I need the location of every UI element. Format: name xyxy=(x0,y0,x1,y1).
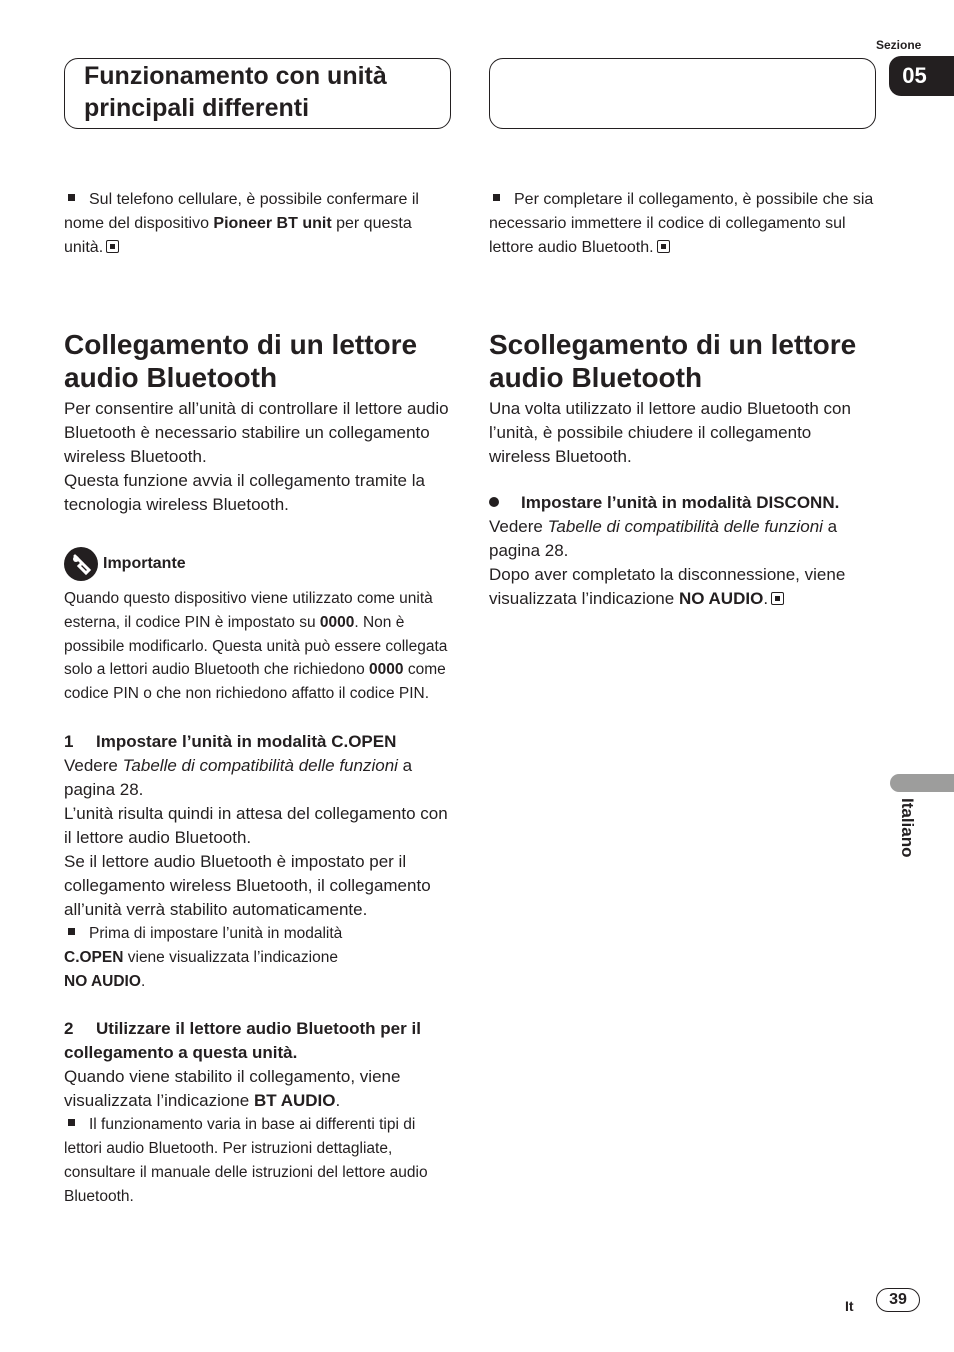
see-page: a pagina 28. xyxy=(64,755,413,799)
important-heading xyxy=(64,547,450,581)
note-text: Il funzionamento varia in base ai differenti tipi di lettori audio Bluetooth. Per istruzioni dettagliate, consultare il manuale delle istruzioni del lettore audio Bluetooth. xyxy=(64,1116,428,1205)
important-text-2: . Non è possibile modificarlo. Questa unità può essere collegata solo a lettori audio Bluetooth che richiedono xyxy=(64,613,448,679)
bullet-square-icon xyxy=(493,194,500,201)
important-text-3: come codice PIN o che non richiedono affatto il codice PIN. xyxy=(64,661,446,703)
bullet-dot-icon xyxy=(489,497,499,507)
see-reference: Tabelle di compatibilità delle funzioni xyxy=(547,517,823,536)
step-title-text: Utilizzare il lettore audio Bluetooth per il collegamento a questa unità. xyxy=(64,1019,421,1063)
note-text-1: Prima di impostare l’unità in modalità xyxy=(89,924,343,942)
pin-code: 0000 xyxy=(319,613,355,631)
see-page: a pagina 28. xyxy=(489,517,838,560)
section-heading: Collegamento di un lettore audio Bluetooth xyxy=(64,329,418,393)
step-number: 1 xyxy=(64,731,74,751)
left-section xyxy=(64,328,450,1209)
section-number: 05 xyxy=(902,63,927,88)
bullet-square-icon xyxy=(68,194,75,201)
note-text: Per completare il collegamento, è possibile che sia necessario immettere il codice di collegamento sul lettore audio Bluetooth. xyxy=(489,191,874,256)
step-2-title xyxy=(64,1017,450,1065)
language-label: Italiano xyxy=(898,798,917,858)
left-top-note xyxy=(64,188,450,259)
intro-paragraph: Una volta utilizzato il lettore audio Bluetooth con l’unità, è possibile chiudere il collegamento wireless Bluetooth. xyxy=(489,399,851,466)
language-code: It xyxy=(845,1298,854,1314)
end-mark-icon xyxy=(657,240,670,253)
warning-hand-icon xyxy=(64,547,98,581)
mode-name: C.OPEN xyxy=(64,948,124,966)
note-text-2: viene visualizzata l’indicazione xyxy=(123,948,338,966)
intro-paragraph: Per consentire all’unità di controllare il lettore audio Bluetooth è necessario stabilire un collegamento wireless Bluetooth. xyxy=(64,399,449,466)
step-title-text: Impostare l’unità in modalità DISCONN. xyxy=(521,493,840,512)
disconnect-paragraph-2 xyxy=(489,563,875,611)
bullet-square-icon xyxy=(68,928,75,935)
see-text: Vedere xyxy=(489,517,548,536)
section-label: Sezione xyxy=(876,38,922,52)
note-text-before: Sul telefono cellulare, è possibile confermare il nome del dispositivo xyxy=(64,191,419,232)
disconnect-step-title xyxy=(489,491,875,515)
pin-code: 0000 xyxy=(369,661,404,679)
right-top-note xyxy=(489,188,875,259)
step-1-paragraph-2: L’unità risulta quindi in attesa del collegamento con il lettore audio Bluetooth. xyxy=(64,803,448,847)
status-indication: NO AUDIO xyxy=(64,972,141,990)
section-heading: Scollegamento di un lettore audio Bluetooth xyxy=(489,329,857,393)
see-reference: Tabelle di compatibilità delle funzioni xyxy=(122,755,398,775)
device-name: Pioneer BT unit xyxy=(213,214,332,232)
note-text-after: per questa unità. xyxy=(64,214,412,256)
see-text: Vedere xyxy=(64,755,123,775)
page-number: 39 xyxy=(876,1288,920,1312)
end-mark-icon xyxy=(771,592,784,605)
step-2-text: Quando viene stabilito il collegamento, viene visualizzata l’indicazione xyxy=(64,1067,401,1111)
intro-paragraph-2: Questa funzione avvia il collegamento tramite la tecnologia wireless Bluetooth. xyxy=(64,471,425,514)
bullet-square-icon xyxy=(68,1119,75,1126)
empty-header-box xyxy=(489,58,876,129)
step-2-paragraph xyxy=(64,1065,450,1113)
chapter-title: Funzionamento con unità principali differenti xyxy=(84,62,387,122)
step-1-note xyxy=(64,922,450,993)
step-2-note xyxy=(64,1113,450,1208)
step-title-text: Impostare l’unità in modalità C.OPEN xyxy=(96,731,397,751)
step-1-title xyxy=(64,730,450,754)
language-tab xyxy=(890,774,954,792)
important-text-1: Quando questo dispositivo viene utilizzato come unità esterna, il codice PIN è impostato su xyxy=(64,590,433,631)
status-indication: BT AUDIO xyxy=(253,1091,336,1111)
step-1-paragraph-3: Se il lettore audio Bluetooth è impostato per il collegamento wireless Bluetooth, il collegamento all’unità verrà stabilito automaticamente. xyxy=(64,851,431,919)
important-paragraph xyxy=(64,587,450,706)
paragraph-text-end: . xyxy=(763,589,769,608)
section-number-badge xyxy=(889,56,954,96)
end-mark-icon xyxy=(106,240,119,253)
important-label: Importante xyxy=(103,555,186,572)
step-number: 2 xyxy=(64,1019,74,1039)
status-indication: NO AUDIO xyxy=(678,589,764,608)
paragraph-text: Dopo aver completato la disconnessione, viene visualizzata l’indicazione xyxy=(489,565,846,608)
note-text-3: . xyxy=(140,972,146,990)
right-section xyxy=(489,328,875,611)
step-2-text-end: . xyxy=(335,1091,341,1111)
disconnect-see xyxy=(489,515,875,563)
step-1-see xyxy=(64,754,450,802)
